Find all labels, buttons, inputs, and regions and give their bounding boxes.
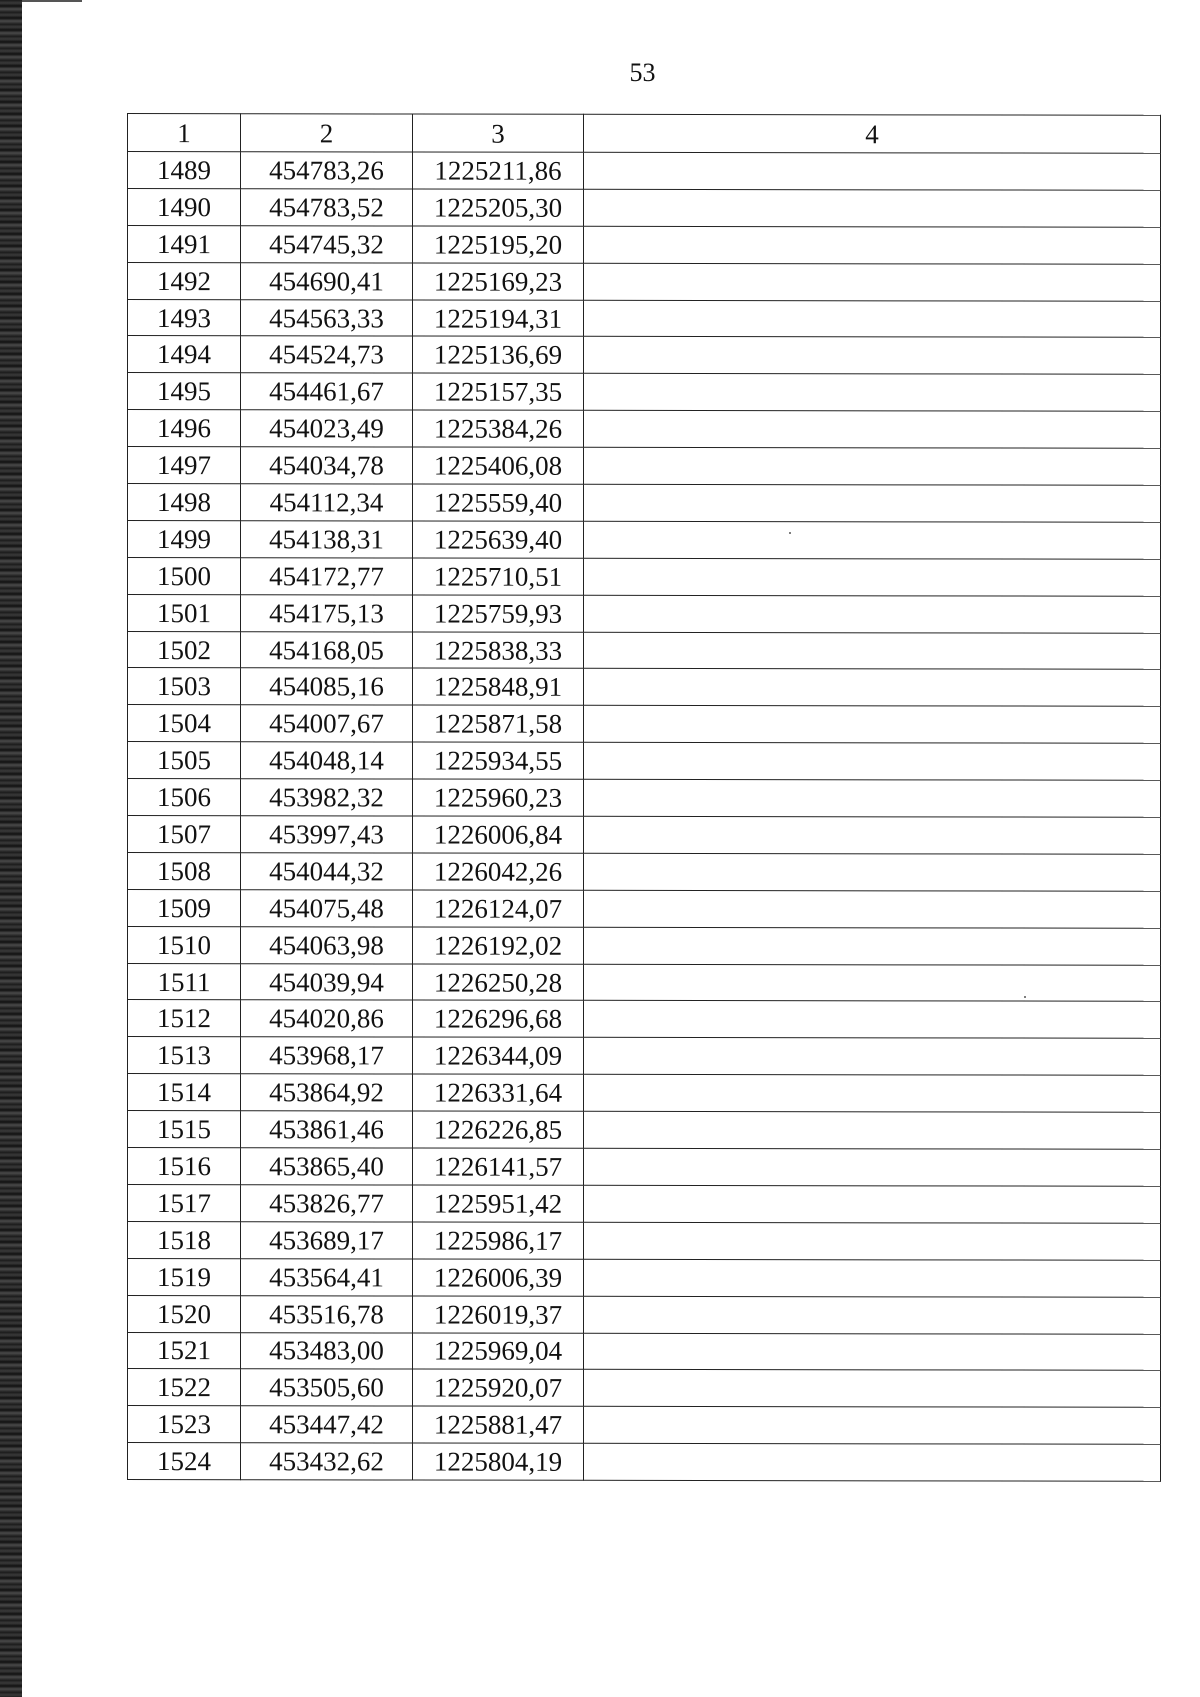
table-cell-col-2: 454563,33 bbox=[241, 299, 413, 336]
table-cell-col-3: 1225838,33 bbox=[413, 632, 584, 669]
table-row bbox=[128, 299, 1161, 338]
table-cell-col-1: 1521 bbox=[128, 1332, 241, 1369]
table-cell-col-1: 1491 bbox=[128, 225, 241, 262]
table-cell-col-4 bbox=[584, 964, 1161, 1002]
table-cell-col-1: 1513 bbox=[128, 1037, 241, 1074]
table-cell-col-3: 1225920,07 bbox=[413, 1369, 584, 1406]
table-cell-col-3: 1225211,86 bbox=[413, 152, 584, 189]
table-cell-col-4 bbox=[584, 1001, 1161, 1039]
table-cell-col-4 bbox=[584, 1259, 1161, 1297]
table-cell-col-4 bbox=[584, 779, 1161, 817]
table-row bbox=[128, 484, 1161, 523]
table-cell-col-4 bbox=[584, 890, 1161, 928]
table-row bbox=[128, 963, 1161, 1002]
table-row bbox=[128, 1443, 1161, 1482]
table-cell-col-3: 1226331,64 bbox=[413, 1074, 584, 1111]
table-cell-col-4 bbox=[584, 816, 1161, 854]
table-cell-col-3: 1225559,40 bbox=[413, 484, 584, 521]
table-cell-col-2: 454461,67 bbox=[241, 373, 413, 410]
table-cell-col-4 bbox=[584, 1333, 1161, 1371]
table-cell-col-2: 454048,14 bbox=[241, 742, 413, 779]
table-cell-col-1: 1509 bbox=[128, 889, 241, 926]
table-cell-col-3: 1225986,17 bbox=[413, 1222, 584, 1259]
table-cell-col-1: 1492 bbox=[128, 262, 241, 299]
table-cell-col-2: 454175,13 bbox=[241, 594, 413, 631]
table-cell-col-1: 1494 bbox=[128, 336, 241, 373]
table-cell-col-1: 1517 bbox=[128, 1184, 241, 1221]
table-row bbox=[128, 520, 1161, 559]
table-cell-col-1: 1516 bbox=[128, 1148, 241, 1185]
table-row bbox=[128, 1369, 1161, 1408]
table-cell-col-1: 1523 bbox=[128, 1406, 241, 1443]
table-cell-col-2: 453864,92 bbox=[241, 1074, 413, 1111]
table-cell-col-3: 1225759,93 bbox=[413, 595, 584, 632]
table-row bbox=[128, 152, 1161, 191]
table-cell-col-2: 453564,41 bbox=[241, 1258, 413, 1295]
table-cell-col-2: 454075,48 bbox=[241, 890, 413, 927]
table-cell-col-3: 1225406,08 bbox=[413, 447, 584, 484]
table-cell-col-3: 1225881,47 bbox=[413, 1406, 584, 1443]
table-cell-col-2: 454020,86 bbox=[241, 1000, 413, 1037]
table-cell-col-3: 1226296,68 bbox=[413, 1000, 584, 1037]
table-body bbox=[128, 152, 1161, 1482]
table-row bbox=[128, 410, 1161, 449]
table-cell-col-3: 1226006,84 bbox=[413, 816, 584, 853]
column-header-3: 3 bbox=[413, 114, 584, 152]
table-cell-col-3: 1226192,02 bbox=[413, 927, 584, 964]
table-cell-col-3: 1225710,51 bbox=[413, 558, 584, 595]
table-cell-col-2: 454172,77 bbox=[241, 557, 413, 594]
table-row bbox=[128, 1221, 1161, 1260]
table-cell-col-2: 454007,67 bbox=[241, 705, 413, 742]
table-cell-col-3: 1225804,19 bbox=[413, 1443, 584, 1480]
table-cell-col-1: 1512 bbox=[128, 1000, 241, 1037]
table-cell-col-2: 453505,60 bbox=[241, 1369, 413, 1406]
table-cell-col-2: 453997,43 bbox=[241, 816, 413, 853]
table-cell-col-3: 1226124,07 bbox=[413, 890, 584, 927]
table-cell-col-1: 1522 bbox=[128, 1369, 241, 1406]
table-cell-col-4 bbox=[584, 1185, 1161, 1223]
table-row bbox=[128, 225, 1161, 264]
table-row bbox=[128, 373, 1161, 412]
table-cell-col-4 bbox=[584, 300, 1161, 338]
scan-edge-top-line bbox=[22, 0, 82, 2]
table-cell-col-3: 1226141,57 bbox=[413, 1148, 584, 1185]
table-cell-col-1: 1518 bbox=[128, 1221, 241, 1258]
table-cell-col-4 bbox=[584, 484, 1161, 522]
table-row bbox=[128, 447, 1161, 486]
table-header-row bbox=[128, 114, 1161, 154]
table-row bbox=[128, 1037, 1161, 1076]
table-cell-col-1: 1490 bbox=[128, 188, 241, 225]
table-cell-col-2: 454085,16 bbox=[241, 668, 413, 705]
table-cell-col-1: 1489 bbox=[128, 152, 241, 189]
table-cell-col-2: 454112,34 bbox=[241, 484, 413, 521]
table-row bbox=[128, 816, 1161, 855]
coordinates-table bbox=[127, 113, 1161, 1482]
table-cell-col-4 bbox=[584, 337, 1161, 375]
table-cell-col-4 bbox=[584, 927, 1161, 965]
table-cell-col-3: 1226250,28 bbox=[413, 964, 584, 1001]
table-cell-col-3: 1225848,91 bbox=[413, 668, 584, 705]
table-cell-col-4 bbox=[584, 1148, 1161, 1186]
table-cell-col-2: 454524,73 bbox=[241, 336, 413, 373]
table-cell-col-2: 453968,17 bbox=[241, 1037, 413, 1074]
table-cell-col-4 bbox=[584, 706, 1161, 744]
table-cell-col-1: 1502 bbox=[128, 631, 241, 668]
table-cell-col-4 bbox=[584, 853, 1161, 891]
table-cell-col-3: 1225934,55 bbox=[413, 742, 584, 779]
table-cell-col-1: 1495 bbox=[128, 373, 241, 410]
table-cell-col-4 bbox=[584, 743, 1161, 781]
table-row bbox=[128, 926, 1161, 965]
table-row bbox=[128, 668, 1161, 707]
table-row bbox=[128, 188, 1161, 227]
table-row bbox=[128, 594, 1161, 633]
column-header-1: 1 bbox=[128, 114, 241, 152]
table-row bbox=[128, 262, 1161, 301]
table-cell-col-1: 1515 bbox=[128, 1111, 241, 1148]
table-cell-col-3: 1225969,04 bbox=[413, 1332, 584, 1369]
table-cell-col-2: 454745,32 bbox=[241, 225, 413, 262]
table-row bbox=[128, 1295, 1161, 1334]
table-cell-col-4 bbox=[584, 152, 1161, 190]
table-cell-col-2: 453516,78 bbox=[241, 1295, 413, 1332]
table-cell-col-4 bbox=[584, 558, 1161, 596]
table-cell-col-1: 1519 bbox=[128, 1258, 241, 1295]
table-cell-col-4 bbox=[584, 1075, 1161, 1113]
table-row bbox=[128, 1332, 1161, 1371]
table-cell-col-1: 1499 bbox=[128, 520, 241, 557]
table-row bbox=[128, 631, 1161, 670]
table-cell-col-2: 454783,26 bbox=[241, 152, 413, 189]
table-row bbox=[128, 1148, 1161, 1187]
table-cell-col-3: 1225169,23 bbox=[413, 263, 584, 300]
table-cell-col-4 bbox=[584, 1038, 1161, 1076]
table-cell-col-3: 1226042,26 bbox=[413, 853, 584, 890]
scan-speck bbox=[789, 532, 791, 534]
table-cell-col-2: 453982,32 bbox=[241, 779, 413, 816]
table-cell-col-1: 1503 bbox=[128, 668, 241, 705]
table-row bbox=[128, 1111, 1161, 1150]
table-cell-col-1: 1501 bbox=[128, 594, 241, 631]
table-cell-col-3: 1226344,09 bbox=[413, 1037, 584, 1074]
table-cell-col-3: 1225639,40 bbox=[413, 521, 584, 558]
table-cell-col-2: 454138,31 bbox=[241, 521, 413, 558]
table-cell-col-2: 453689,17 bbox=[241, 1222, 413, 1259]
table-row bbox=[128, 557, 1161, 596]
table-row bbox=[128, 705, 1161, 744]
table-cell-col-1: 1504 bbox=[128, 705, 241, 742]
table-cell-col-4 bbox=[584, 374, 1161, 412]
scan-speck bbox=[1024, 996, 1026, 998]
table-cell-col-1: 1520 bbox=[128, 1295, 241, 1332]
table-cell-col-1: 1507 bbox=[128, 816, 241, 853]
table-cell-col-2: 454783,52 bbox=[241, 189, 413, 226]
table-cell-col-2: 453447,42 bbox=[241, 1406, 413, 1443]
table-cell-col-2: 454023,49 bbox=[241, 410, 413, 447]
table-cell-col-2: 454044,32 bbox=[241, 853, 413, 890]
table-cell-col-4 bbox=[584, 411, 1161, 449]
table-cell-col-2: 453483,00 bbox=[241, 1332, 413, 1369]
table-cell-col-3: 1225951,42 bbox=[413, 1185, 584, 1222]
table-cell-col-1: 1514 bbox=[128, 1074, 241, 1111]
table-cell-col-3: 1226226,85 bbox=[413, 1111, 584, 1148]
table-cell-col-1: 1505 bbox=[128, 742, 241, 779]
table-cell-col-1: 1506 bbox=[128, 779, 241, 816]
table-row bbox=[128, 1000, 1161, 1039]
table-cell-col-1: 1524 bbox=[128, 1443, 241, 1480]
table-row bbox=[128, 1074, 1161, 1113]
table-cell-col-3: 1225384,26 bbox=[413, 410, 584, 447]
table-cell-col-2: 454063,98 bbox=[241, 926, 413, 963]
table-cell-col-4 bbox=[584, 669, 1161, 707]
table-row bbox=[128, 336, 1161, 375]
table-row bbox=[128, 889, 1161, 928]
table-cell-col-3: 1226006,39 bbox=[413, 1259, 584, 1296]
table-cell-col-4 bbox=[584, 1111, 1161, 1149]
page-number: 53 bbox=[629, 58, 656, 87]
table-row bbox=[128, 852, 1161, 891]
table-row bbox=[128, 1184, 1161, 1223]
table-cell-col-4 bbox=[584, 521, 1161, 559]
table-cell-col-4 bbox=[584, 1443, 1161, 1481]
table-cell-col-3: 1225194,31 bbox=[413, 300, 584, 337]
table-cell-col-2: 453826,77 bbox=[241, 1185, 413, 1222]
table-cell-col-2: 454168,05 bbox=[241, 631, 413, 668]
table-cell-col-4 bbox=[584, 1222, 1161, 1260]
table-cell-col-1: 1497 bbox=[128, 447, 241, 484]
table-cell-col-2: 454034,78 bbox=[241, 447, 413, 484]
table-cell-col-2: 454039,94 bbox=[241, 963, 413, 1000]
table-cell-col-4 bbox=[584, 263, 1161, 301]
table-row bbox=[128, 779, 1161, 818]
table-cell-col-1: 1510 bbox=[128, 926, 241, 963]
table-cell-col-1: 1511 bbox=[128, 963, 241, 1000]
table-cell-col-3: 1225157,35 bbox=[413, 373, 584, 410]
table-cell-col-4 bbox=[584, 1296, 1161, 1334]
table-cell-col-2: 453432,62 bbox=[241, 1443, 413, 1480]
table-cell-col-3: 1225205,30 bbox=[413, 189, 584, 226]
table-row bbox=[128, 1406, 1161, 1445]
table-cell-col-2: 454690,41 bbox=[241, 262, 413, 299]
table-row bbox=[128, 1258, 1161, 1297]
table-cell-col-2: 453865,40 bbox=[241, 1148, 413, 1185]
table-cell-col-1: 1496 bbox=[128, 410, 241, 447]
table-cell-col-1: 1508 bbox=[128, 852, 241, 889]
table-cell-col-4 bbox=[584, 595, 1161, 633]
column-header-2: 2 bbox=[241, 114, 413, 152]
table-cell-col-1: 1498 bbox=[128, 484, 241, 521]
table-cell-col-3: 1225195,20 bbox=[413, 226, 584, 263]
table-cell-col-3: 1226019,37 bbox=[413, 1296, 584, 1333]
table-cell-col-1: 1493 bbox=[128, 299, 241, 336]
table-cell-col-3: 1225871,58 bbox=[413, 705, 584, 742]
table-row bbox=[128, 742, 1161, 781]
table-cell-col-4 bbox=[584, 189, 1161, 227]
table-cell-col-4 bbox=[584, 1370, 1161, 1408]
table-cell-col-4 bbox=[584, 447, 1161, 485]
table-cell-col-2: 453861,46 bbox=[241, 1111, 413, 1148]
table-cell-col-3: 1225960,23 bbox=[413, 779, 584, 816]
table-cell-col-1: 1500 bbox=[128, 557, 241, 594]
table-cell-col-4 bbox=[584, 1407, 1161, 1445]
table-cell-col-4 bbox=[584, 632, 1161, 670]
table-cell-col-4 bbox=[584, 226, 1161, 264]
table-cell-col-3: 1225136,69 bbox=[413, 336, 584, 373]
column-header-4: 4 bbox=[584, 114, 1161, 153]
scan-edge-shadow bbox=[0, 0, 22, 1697]
